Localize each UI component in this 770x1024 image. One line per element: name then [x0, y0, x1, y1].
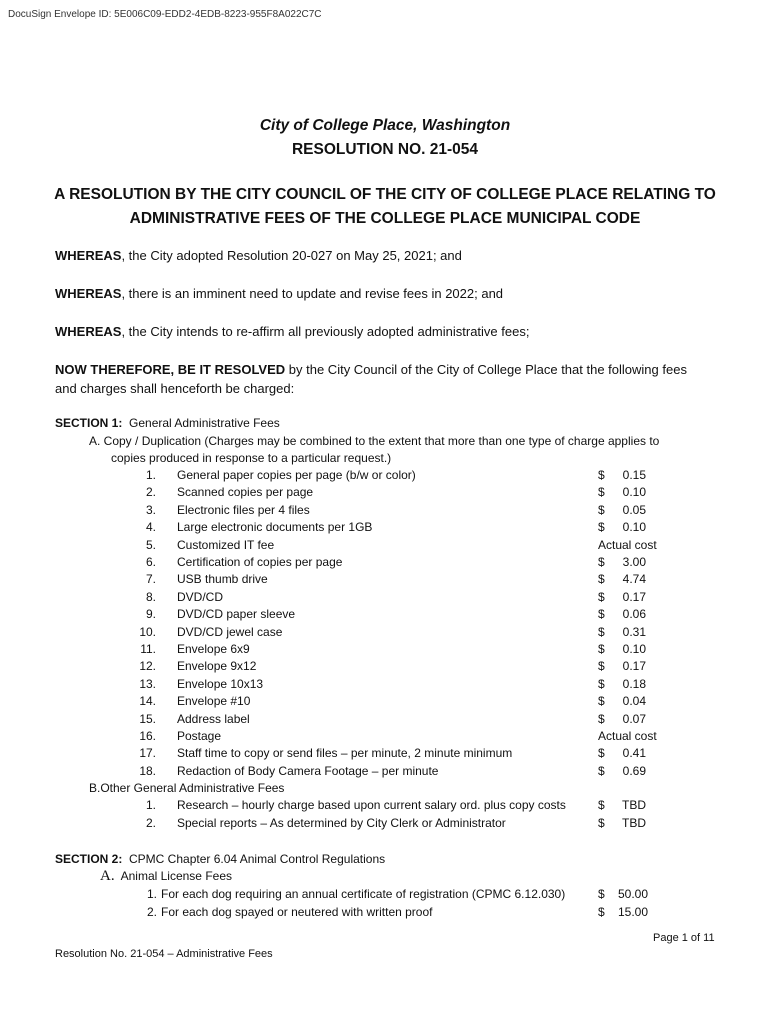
fee-value: 0.17: [622, 589, 646, 604]
fee-value: Actual cost: [598, 537, 657, 552]
fee-item-description: USB thumb drive: [177, 572, 268, 587]
footer-text: Resolution No. 21-054 – Administrative Fees: [55, 948, 273, 960]
fee-item-amount: [598, 677, 646, 691]
fee-value: 0.10: [622, 485, 646, 500]
fee-item-description: Envelope #10: [177, 694, 251, 709]
fee-item-description: Address label: [177, 711, 250, 726]
fee-value: 0.06: [622, 607, 646, 622]
fee-item-amount: [598, 798, 646, 812]
fee-item-number: 12.: [139, 659, 156, 674]
envelope-id: DocuSign Envelope ID: 5E006C09-EDD2-4EDB-8223-955F8A022C7C: [8, 9, 322, 20]
section-2-a-heading: A. Animal License Fees: [100, 868, 232, 884]
fee-value: 4.74: [622, 572, 646, 587]
currency-symbol: $: [598, 642, 605, 656]
fee-value: 50.00: [618, 887, 649, 901]
currency-symbol: $: [598, 676, 605, 691]
heading-line-1: A RESOLUTION BY THE CITY COUNCIL OF THE CITY OF COLLEGE PLACE RELATING TO: [54, 186, 716, 203]
fee-item-description: General paper copies per page (b/w or color): [177, 468, 416, 482]
fee-item-description: Large electronic documents per 1GB: [177, 520, 373, 535]
fee-item-description: DVD/CD jewel case: [177, 624, 283, 639]
city-title: City of College Place, Washington: [259, 117, 511, 134]
fee-value: TBD: [622, 798, 646, 812]
fee-item-number: 8.: [145, 589, 156, 604]
whereas-3: WHEREAS, the City intends to re-affirm all previously adopted administrative fees;: [55, 324, 530, 339]
fee-value: 0.17: [622, 659, 646, 674]
currency-symbol: $: [598, 694, 605, 709]
fee-item-number: 7.: [145, 572, 156, 587]
currency-symbol: $: [598, 589, 605, 604]
fee-item-amount: [598, 746, 646, 760]
fee-value: 15.00: [618, 905, 649, 919]
fee-item-amount: [598, 659, 646, 673]
fee-item-number: 14.: [139, 694, 156, 709]
currency-symbol: $: [598, 746, 605, 761]
fee-value: TBD: [622, 816, 646, 830]
currency-symbol: $: [598, 502, 605, 517]
fee-item-amount: [598, 729, 657, 743]
currency-symbol: $: [598, 520, 605, 535]
currency-symbol: $: [598, 572, 605, 587]
whereas-1: WHEREAS, the City adopted Resolution 20-027 on May 25, 2021; and: [55, 248, 462, 263]
resolution-heading: [0, 183, 770, 231]
resolved-paragraph: NOW THEREFORE, BE IT RESOLVED by the City Council of the City of College Place that the following fees and charges shall henceforth be charged:: [55, 362, 687, 396]
currency-symbol: $: [598, 659, 605, 674]
fee-item-description: For each dog spayed or neutered with written proof: [161, 905, 433, 919]
currency-symbol: $: [598, 816, 605, 830]
fee-item-number: 17.: [139, 746, 156, 761]
fee-item-amount: [598, 555, 646, 569]
currency-symbol: $: [598, 798, 605, 812]
currency-symbol: $: [598, 624, 605, 639]
fee-value: 0.69: [622, 763, 646, 778]
fee-item-description: Customized IT fee: [177, 537, 275, 552]
fee-item-amount: [598, 572, 646, 586]
fee-value: 0.07: [622, 711, 646, 726]
fee-item-description: Certification of copies per page: [177, 555, 343, 569]
page-number: Page 1 of 11: [653, 932, 715, 944]
fee-item-amount: [598, 642, 646, 656]
fee-item-description: DVD/CD paper sleeve: [177, 607, 296, 622]
fee-item-number: 5.: [145, 537, 156, 552]
fee-item-number: 10.: [139, 624, 156, 639]
currency-symbol: $: [598, 555, 605, 569]
fee-value: 0.05: [622, 502, 646, 517]
fee-value: 0.10: [622, 520, 646, 535]
fee-item-amount: [598, 694, 646, 708]
fee-value: 0.18: [622, 676, 646, 691]
fee-item-description: Postage: [177, 729, 222, 743]
fee-item-number: 2.: [145, 485, 156, 500]
fee-item-amount: [598, 468, 646, 482]
fee-value: 0.15: [622, 468, 646, 482]
fee-item-description: For each dog requiring an annual certificate of registration (CPMC 6.12.030): [161, 887, 566, 901]
section-1-b-heading: B.Other General Administrative Fees: [89, 781, 285, 795]
fee-item-description: Scanned copies per page: [177, 485, 314, 500]
fee-item-description: Research – hourly charge based upon current salary ord. plus copy costs: [177, 798, 566, 812]
fee-item-number: 1.: [145, 468, 156, 482]
currency-symbol: $: [598, 887, 605, 901]
fee-item-amount: [598, 485, 646, 499]
fee-value: 0.31: [622, 624, 646, 639]
section-2-heading: SECTION 2: CPMC Chapter 6.04 Animal Control Regulations: [55, 852, 386, 866]
fee-item-number: 2.: [146, 905, 157, 919]
fee-item-description: Envelope 9x12: [177, 659, 257, 674]
fee-item-description: Electronic files per 4 files: [177, 502, 310, 517]
heading-line-2: ADMINISTRATIVE FEES OF THE COLLEGE PLACE MUNICIPAL CODE: [129, 210, 641, 227]
currency-symbol: $: [598, 607, 605, 622]
fee-item-number: 3.: [145, 502, 156, 517]
fee-item-amount: [598, 590, 646, 604]
fee-item-number: 16.: [139, 729, 156, 743]
fee-item-description: Staff time to copy or send files – per minute, 2 minute minimum: [177, 746, 513, 761]
fee-item-amount: [598, 887, 649, 901]
resolution-number: RESOLUTION NO. 21-054: [291, 141, 479, 158]
currency-symbol: $: [598, 711, 605, 726]
fee-item-amount: [598, 625, 646, 639]
fee-item-number: 11.: [140, 642, 156, 656]
fee-item-description: DVD/CD: [177, 589, 224, 604]
fee-item-amount: [598, 538, 657, 552]
section-1-heading: SECTION 1: General Administrative Fees: [55, 416, 280, 430]
fee-value: 0.10: [622, 642, 646, 656]
fee-item-description: Redaction of Body Camera Footage – per minute: [177, 763, 439, 778]
fee-item-amount: [598, 503, 646, 517]
fee-item-amount: [598, 520, 646, 534]
fee-item-description: Envelope 6x9: [177, 642, 250, 656]
currency-symbol: $: [598, 763, 605, 778]
fee-item-number: 15.: [139, 711, 156, 726]
fee-value: 3.00: [622, 555, 646, 569]
currency-symbol: $: [598, 468, 605, 482]
currency-symbol: $: [598, 485, 605, 500]
fee-item-number: 13.: [139, 676, 156, 691]
fee-item-amount: [598, 816, 646, 830]
fee-item-amount: [598, 764, 646, 778]
fee-item-description: Special reports – As determined by City Clerk or Administrator: [177, 816, 506, 830]
fee-item-amount: [598, 712, 646, 726]
fee-item-number: 6.: [145, 555, 156, 569]
section-1-a-line-1: A. Copy / Duplication (Charges may be combined to the extent that more than one type of charge applies to: [89, 434, 660, 448]
fee-item-number: 1.: [146, 887, 157, 901]
fee-item-amount: [598, 607, 646, 621]
fee-item-number: 4.: [145, 520, 156, 535]
fee-item-amount: [598, 905, 649, 919]
fee-item-number: 1.: [145, 798, 156, 812]
section-1-a-line-2: copies produced in response to a particular request.): [111, 451, 392, 465]
whereas-2: WHEREAS, there is an imminent need to update and revise fees in 2022; and: [55, 286, 504, 301]
fee-value: Actual cost: [598, 729, 657, 743]
currency-symbol: $: [598, 905, 605, 919]
fee-item-number: 18.: [139, 763, 156, 778]
fee-item-number: 2.: [145, 816, 156, 830]
fee-value: 0.04: [622, 694, 646, 709]
fee-item-number: 9.: [145, 607, 156, 622]
fee-value: 0.41: [622, 746, 646, 761]
fee-item-description: Envelope 10x13: [177, 676, 264, 691]
